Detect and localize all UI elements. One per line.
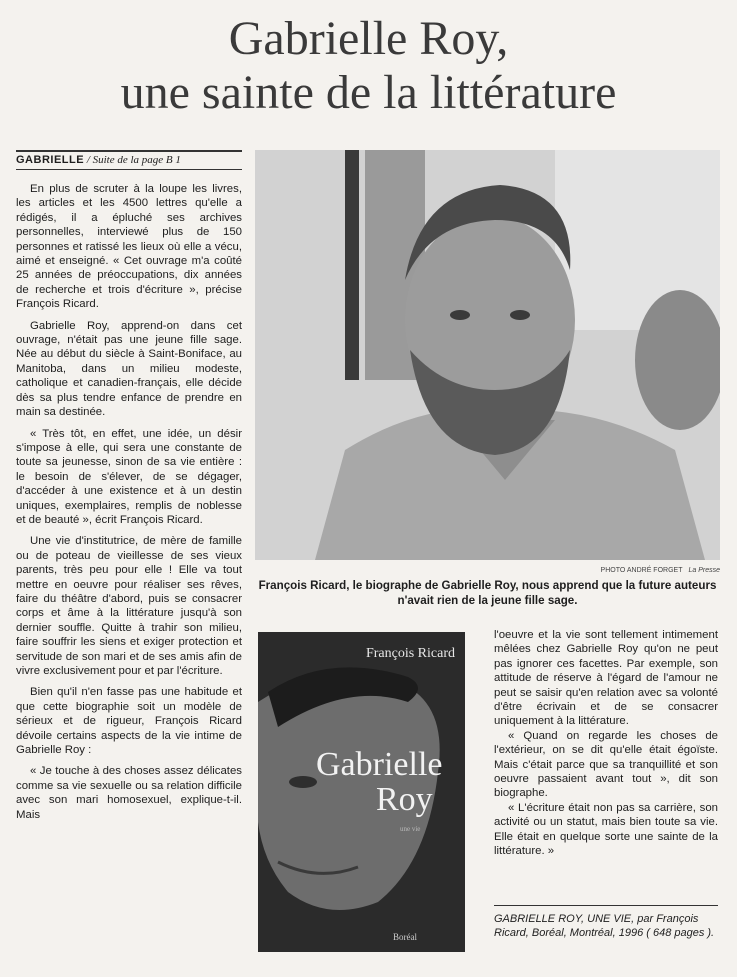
book-cover-portrait — [258, 632, 465, 952]
credit-publication: La Presse — [688, 567, 720, 574]
photo-credit — [255, 567, 720, 574]
paragraph: Gabrielle Roy, apprend-on dans cet ouvrage, n'était pas une jeune fille sage. Née au début du siècle à Saint-Boniface, au Manitoba, dans un milieu modeste, catholique et canadien-français, elle décide dès sa plus tendre enfance de prendre en main sa destinée. — [16, 319, 242, 419]
headline-line-2: une sainte de la littérature — [120, 66, 617, 119]
paragraph: Une vie d'institutrice, de mère de famille ou de poteau de vieillesse de ses vieux parents, très peu pour elle ! Elle va tout mettre en oeuvre pour réaliser ses rêves, faire du théâtre d'abord, puis se consacrer corps et âme à la littérature jusqu'à son dernier souffle. Quitte à trahir son milieu, faire souffrir les siens et exiger protection et servitude de son mari et de ses amis afin de vivre exclusivement pour et par l'écriture. — [16, 535, 242, 677]
paragraph: « Quand on regarde les choses de l'extérieur, on se dit qu'elle était égoïste. Mais c'était parce que sa tranquillité et son oeuvre passaient avant tout », dit son biographe. — [494, 729, 718, 800]
book-reference: GABRIELLE ROY, UNE VIE, par François Ricard, Boréal, Montréal, 1996 ( 648 pages ). — [494, 905, 718, 940]
continuation-kicker — [16, 150, 242, 170]
book-cover-author: François Ricard — [365, 646, 455, 661]
portrait-photo — [255, 150, 720, 560]
article-column-1 — [16, 182, 242, 829]
paragraph: « L'écriture était non pas sa carrière, son activité ou un statut, mais bien toute sa vie. Elle était en quelque sorte une sainte de la littérature. » — [494, 801, 718, 858]
paragraph: Bien qu'il n'en fasse pas une habitude et que cette biographie soit un modèle de sérieux et de rigueur, François Ricard dévoile certains aspects de la vie intime de Gabrielle Roy : — [16, 686, 242, 757]
book-cover-subtitle: une vie — [400, 825, 421, 833]
photo-caption: François Ricard, le biographe de Gabrielle Roy, nous apprend que la future auteurs n'avait rien de la jeune fille sage. — [258, 579, 717, 607]
headline — [0, 12, 737, 120]
book-cover — [258, 632, 465, 952]
photographer: PHOTO ANDRÉ FORGET — [600, 567, 683, 574]
portrait-illustration — [255, 150, 720, 560]
book-cover-title-2: Roy — [376, 781, 433, 818]
paragraph: l'oeuvre et la vie sont tellement intimement mêlées chez Gabrielle Roy qu'on ne peut pas ignorer ces facettes. Par exemple, son attitude de réserve à l'égard de l'amour ne peut se saisir qu'en relation avec sa volonté d'être écrivain et de se consacrer uniquement à la littérature. — [494, 629, 718, 728]
paragraph: En plus de scruter à la loupe les livres, les articles et les 4500 lettres qu'elle a rédigés, il a épluché ses archives personnelles, interviewé plus de 150 personnes et ratissé les lieux où elle a vécu, aimé et enseigné. « Cet ouvrage m'a coûté 25 années de préoccupations, dix années de recherche et trois d'écriture », précise François Ricard. — [16, 183, 242, 311]
paragraph: « Je touche à des choses assez délicates comme sa vie sexuelle ou sa relation difficile avec son mari homosexuel, explique-t-il. Mais — [16, 765, 242, 821]
book-cover-title-1: Gabrielle — [316, 746, 443, 783]
headline-line-1: Gabrielle Roy, — [228, 12, 509, 65]
kicker-continuation: / Suite de la page B 1 — [84, 154, 181, 166]
article-column-3 — [494, 628, 718, 859]
book-cover-publisher: Boréal — [393, 932, 417, 942]
kicker-label: GABRIELLE — [16, 154, 85, 166]
paragraph: « Très tôt, en effet, une idée, un désir s'impose à elle, qui sera une constante de toute sa jeunesse, sinon de sa vie entière : le besoin de s'élever, de se dégager, d'accéder à une existence et à un destin uniques, exemplaires, remplis de noblesse et de beauté », écrit François Ricard. — [16, 427, 242, 526]
